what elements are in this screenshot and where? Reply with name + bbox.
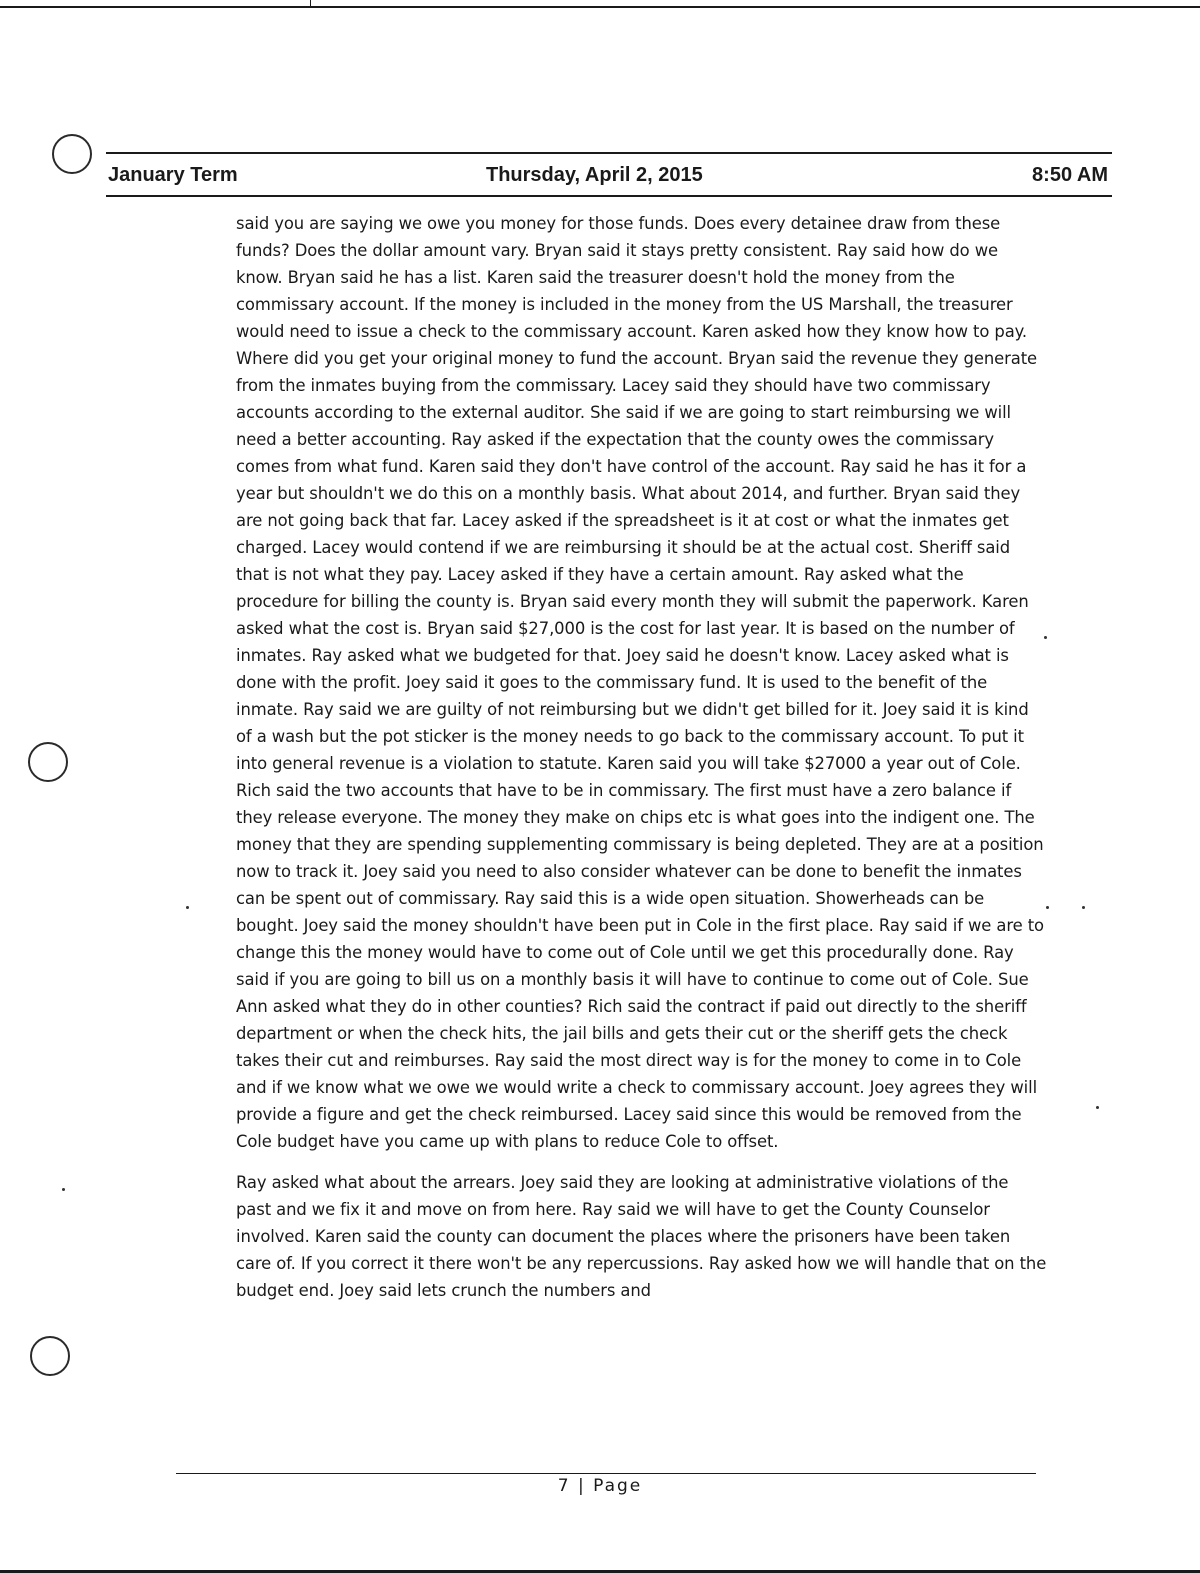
scan-speck bbox=[62, 1188, 65, 1191]
header-top-rule bbox=[106, 152, 1112, 154]
minutes-paragraph-1: said you are saying we owe you money for those funds. Does every detainee draw from these funds? Does the dollar amount vary. Bryan said it stays pretty consistent. Ray said how do we know. Bryan said he has a list. Karen said the treasurer doesn't hold the money from the commissary account. If the money is included in the money from the US Marshall, the treasurer would need to issue a check to the commissary account. Karen asked how they know how to pay. Where did you get your original money to fund the account. Bryan said the revenue they generate from the inmates buying from the commissary. Lacey said they should have two commissary accounts according to the external auditor. She said if we are going to start reimbursing we will need a better accounting. Ray asked if the expectation that the county owes the commissary comes from what fund. Karen said they don't have control of the account. Ray said he has it for a year but shouldn't we do this on a monthly basis. What about 2014, and further. Bryan said they are not going back that far. Lacey asked if the spreadsheet is it at cost or what the inmates get charged. Lacey would contend if we are reimbursing it should be at the actual cost. Sheriff said that is not what they pay. Lacey asked if they have a certain amount. Ray asked what the procedure for billing the county is. Bryan said every month they will submit the paperwork. Karen asked what the cost is. Bryan said $27,000 is the cost for last year. It is based on the number of inmates. Ray asked what we budgeted for that. Joey said he doesn't know. Lacey asked what is done with the profit. Joey said it goes to the commissary fund. It is used to the benefit of the inmate. Ray said we are guilty of not reimbursing but we didn't get billed for it. Joey said it is kind of a wash but the pot sticker is the money needs to go back to the commissary account. To put it into general revenue is a violation to statute. Karen said you will take $27000 a year out of Cole. Rich said the two accounts that have to be in commissary. The first must have a zero balance if they release everyone. The money they make on chips etc is what goes into the indigent one. The money that they are spending supplementing commissary is being depleted. They are at a position now to track it. Joey said you need to also consider whatever can be done to benefit the inmates can be spent out of commissary. Ray said this is a wide open situation. Showerheads can be bought. Joey said the money shouldn't have been put in Cole in the first place. Ray said if we are to change this the money would have to come out of Cole until we get this procedurally done. Ray said if you are going to bill us on a monthly basis it will have to continue to come out of Cole. Sue Ann asked what they do in other counties? Rich said the contract if paid out directly to the sheriff department or when the check hits, the jail bills and gets their cut or the sheriff gets the check takes their cut and reimburses. Ray said the most direct way is for the money to come in to Cole and if we know what we owe we would write a check to commissary account. Joey agrees they will provide a figure and get the check reimbursed. Lacey said since this would be removed from the Cole budget have you came up with plans to reduce Cole to offset. bbox=[236, 214, 1044, 1151]
binder-hole-bottom bbox=[30, 1336, 70, 1376]
header-time: 8:50 AM bbox=[1032, 164, 1108, 186]
footer-rule bbox=[176, 1473, 1036, 1474]
scan-speck bbox=[1096, 1106, 1099, 1109]
binder-hole-top bbox=[52, 134, 92, 174]
header-term: January Term bbox=[108, 164, 238, 186]
scan-speck bbox=[1082, 906, 1085, 909]
header-date: Thursday, April 2, 2015 bbox=[486, 164, 703, 186]
binder-hole-middle bbox=[28, 742, 68, 782]
minutes-body bbox=[236, 210, 1048, 1318]
minutes-paragraph-2: Ray asked what about the arrears. Joey said they are looking at administrative violations of the past and we fix it and move on from here. Ray said we will have to get the County Counselor involved. Karen said the county can document the places where the prisoners have been taken care of. If you correct it there won't be any repercussions. Ray asked how we will handle that on the budget end. Joey said lets crunch the numbers and bbox=[236, 1173, 1047, 1300]
scan-top-tick-mark bbox=[310, 0, 311, 8]
scan-speck bbox=[1044, 636, 1047, 639]
header-bottom-rule bbox=[106, 195, 1112, 197]
scan-speck bbox=[1046, 906, 1049, 909]
scan-top-edge-line bbox=[0, 6, 1200, 8]
scan-speck bbox=[186, 906, 189, 909]
page-number: 7 | Page bbox=[557, 1476, 643, 1496]
page-header bbox=[106, 158, 1108, 194]
